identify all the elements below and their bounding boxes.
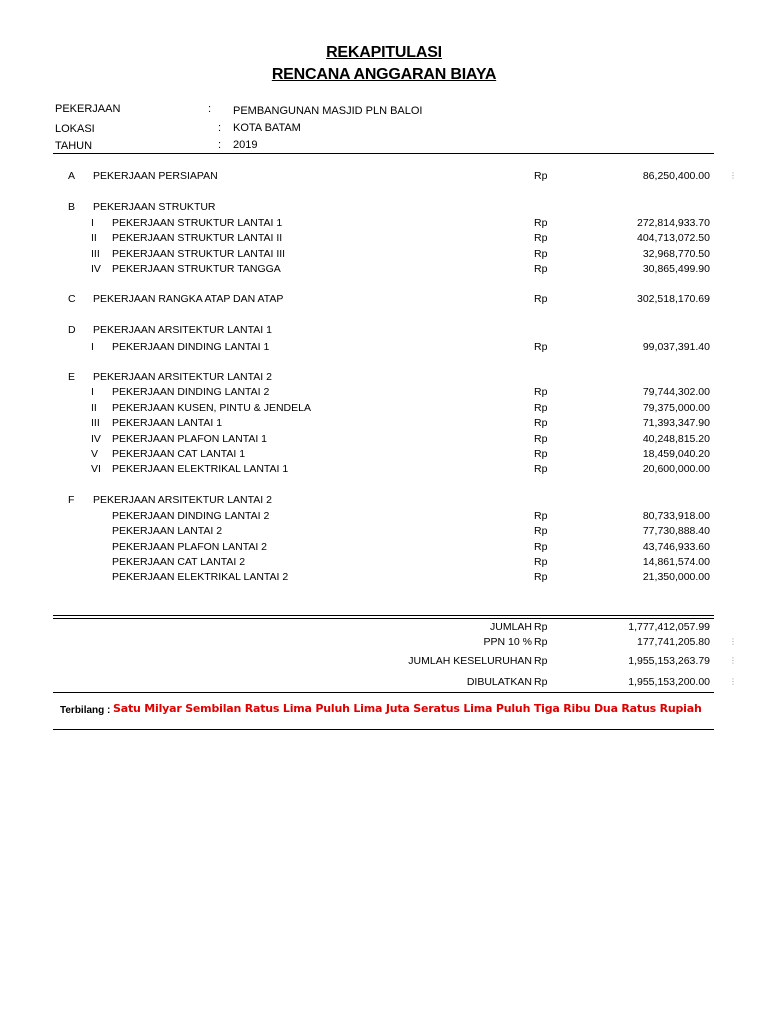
section-code: F bbox=[68, 494, 75, 506]
table-row bbox=[0, 402, 768, 416]
section-code: A bbox=[68, 170, 76, 182]
section-row bbox=[0, 371, 768, 385]
table-row bbox=[0, 463, 768, 477]
currency-label: Rp bbox=[534, 217, 548, 229]
header-divider bbox=[53, 153, 714, 154]
currency-label: Rp bbox=[534, 541, 548, 553]
tahun-colon: : bbox=[218, 139, 222, 151]
table-row bbox=[0, 341, 768, 355]
terbilang-divider-bottom bbox=[53, 729, 714, 730]
terbilang-label: Terbilang : bbox=[60, 705, 111, 716]
table-row bbox=[0, 448, 768, 462]
amount: 40,248,815.20 bbox=[642, 433, 710, 445]
amount: 32,968,770.50 bbox=[642, 248, 710, 260]
summary-divider-bottom bbox=[53, 618, 714, 619]
item-label: PEKERJAAN STRUKTUR LANTAI 1 bbox=[112, 217, 283, 229]
tahun-value: 2019 bbox=[233, 139, 258, 151]
tahun-label: TAHUN bbox=[55, 140, 93, 152]
amount: 404,713,072.50 bbox=[637, 232, 710, 244]
amount: 272,814,933.70 bbox=[637, 217, 710, 229]
table-row bbox=[0, 248, 768, 262]
section-row bbox=[0, 494, 768, 508]
summary-row-ppn bbox=[0, 636, 768, 650]
section-title: PEKERJAAN ARSITEKTUR LANTAI 2 bbox=[93, 494, 272, 506]
currency-label: Rp bbox=[534, 232, 548, 244]
item-label: PEKERJAAN STRUKTUR LANTAI II bbox=[112, 232, 283, 244]
section-code: D bbox=[68, 324, 76, 336]
rounded-label: DIBULATKAN bbox=[466, 676, 532, 688]
item-number: IV bbox=[91, 433, 101, 445]
title-line-2: RENCANA ANGGARAN BIAYA bbox=[271, 66, 497, 83]
section-code: B bbox=[68, 201, 76, 213]
currency-label: Rp bbox=[534, 448, 548, 460]
currency-label: Rp bbox=[534, 263, 548, 275]
currency-label: Rp bbox=[534, 463, 548, 475]
amount: 302,518,170.69 bbox=[637, 293, 710, 305]
currency-label: Rp bbox=[534, 621, 548, 633]
pekerjaan-value: PEMBANGUNAN MASJID PLN BALOI bbox=[233, 105, 423, 117]
currency-label: Rp bbox=[534, 571, 548, 583]
cell-marker-icon: ⋮ bbox=[729, 171, 737, 180]
currency-label: Rp bbox=[534, 676, 548, 688]
item-label: PEKERJAAN LANTAI 2 bbox=[112, 525, 223, 537]
item-label: PEKERJAAN LANTAI 1 bbox=[112, 417, 223, 429]
section-code: E bbox=[68, 371, 76, 383]
amount: 79,744,302.00 bbox=[642, 386, 710, 398]
amount: 14,861,574.00 bbox=[642, 556, 710, 568]
jumlah-amount: 1,777,412,057.99 bbox=[628, 621, 710, 633]
currency-label: Rp bbox=[534, 386, 548, 398]
item-number: III bbox=[91, 417, 100, 429]
currency-label: Rp bbox=[534, 248, 548, 260]
currency-label: Rp bbox=[534, 341, 548, 353]
title-line-1: REKAPITULASI bbox=[326, 44, 442, 61]
section-row bbox=[0, 201, 768, 215]
section-code: C bbox=[68, 293, 76, 305]
section-title: PEKERJAAN STRUKTUR bbox=[93, 201, 216, 213]
ppn-label: PPN 10 % bbox=[483, 636, 532, 648]
table-row bbox=[0, 525, 768, 539]
section-title: PEKERJAAN PERSIAPAN bbox=[93, 170, 218, 182]
item-label: PEKERJAAN STRUKTUR TANGGA bbox=[112, 263, 281, 275]
item-number: IV bbox=[91, 263, 101, 275]
section-row bbox=[0, 324, 768, 338]
pekerjaan-label: PEKERJAAN bbox=[55, 103, 121, 115]
currency-label: Rp bbox=[534, 636, 548, 648]
section-row bbox=[0, 170, 768, 184]
currency-label: Rp bbox=[534, 655, 548, 667]
amount: 21,350,000.00 bbox=[642, 571, 710, 583]
item-label: PEKERJAAN DINDING LANTAI 2 bbox=[112, 510, 270, 522]
amount: 71,393,347.90 bbox=[642, 417, 710, 429]
item-label: PEKERJAAN DINDING LANTAI 1 bbox=[112, 341, 270, 353]
table-row bbox=[0, 417, 768, 431]
table-row bbox=[0, 232, 768, 246]
item-number: II bbox=[91, 232, 97, 244]
item-label: PEKERJAAN KUSEN, PINTU & JENDELA bbox=[112, 402, 311, 414]
amount: 77,730,888.40 bbox=[642, 525, 710, 537]
section-row bbox=[0, 293, 768, 307]
currency-label: Rp bbox=[534, 417, 548, 429]
item-label: PEKERJAAN CAT LANTAI 2 bbox=[112, 556, 246, 568]
item-label: PEKERJAAN ELEKTRIKAL LANTAI 1 bbox=[112, 463, 289, 475]
currency-label: Rp bbox=[534, 293, 548, 305]
lokasi-label: LOKASI bbox=[55, 123, 95, 135]
table-row bbox=[0, 217, 768, 231]
item-label: PEKERJAAN DINDING LANTAI 2 bbox=[112, 386, 270, 398]
table-row bbox=[0, 386, 768, 400]
amount: 20,600,000.00 bbox=[642, 463, 710, 475]
item-number: II bbox=[91, 402, 97, 414]
cell-marker-icon: ⋮ bbox=[729, 637, 737, 646]
table-row bbox=[0, 433, 768, 447]
amount: 43,746,933.60 bbox=[642, 541, 710, 553]
section-title: PEKERJAAN RANGKA ATAP DAN ATAP bbox=[93, 293, 284, 305]
currency-label: Rp bbox=[534, 402, 548, 414]
item-number: V bbox=[91, 448, 99, 460]
rounded-amount: 1,955,153,200.00 bbox=[628, 676, 710, 688]
total-amount: 1,955,153,263.79 bbox=[628, 655, 710, 667]
currency-label: Rp bbox=[534, 170, 548, 182]
amount: 86,250,400.00 bbox=[642, 170, 710, 182]
terbilang-divider-top bbox=[53, 692, 714, 693]
summary-row-jumlah bbox=[0, 621, 768, 635]
amount: 79,375,000.00 bbox=[642, 402, 710, 414]
item-number: I bbox=[91, 341, 94, 353]
item-label: PEKERJAAN ELEKTRIKAL LANTAI 2 bbox=[112, 571, 289, 583]
summary-row-total bbox=[0, 655, 768, 669]
summary-row-rounded bbox=[0, 676, 768, 690]
item-label: PEKERJAAN STRUKTUR LANTAI III bbox=[112, 248, 286, 260]
amount: 99,037,391.40 bbox=[642, 341, 710, 353]
section-title: PEKERJAAN ARSITEKTUR LANTAI 2 bbox=[93, 371, 272, 383]
ppn-amount: 177,741,205.80 bbox=[637, 636, 710, 648]
item-number: VI bbox=[91, 463, 101, 475]
amount: 80,733,918.00 bbox=[642, 510, 710, 522]
summary-divider-top bbox=[53, 615, 714, 616]
currency-label: Rp bbox=[534, 433, 548, 445]
currency-label: Rp bbox=[534, 525, 548, 537]
currency-label: Rp bbox=[534, 556, 548, 568]
table-row bbox=[0, 571, 768, 585]
pekerjaan-colon: : bbox=[208, 103, 212, 115]
item-number: I bbox=[91, 386, 94, 398]
table-row bbox=[0, 263, 768, 277]
amount: 18,459,040.20 bbox=[642, 448, 710, 460]
cell-marker-icon: ⋮ bbox=[729, 677, 737, 686]
section-title: PEKERJAAN ARSITEKTUR LANTAI 1 bbox=[93, 324, 272, 336]
item-label: PEKERJAAN PLAFON LANTAI 1 bbox=[112, 433, 268, 445]
currency-label: Rp bbox=[534, 510, 548, 522]
terbilang-value: Satu Milyar Sembilan Ratus Lima Puluh Lima Juta Seratus Lima Puluh Tiga Ribu Dua Ratus Rupiah bbox=[113, 702, 702, 715]
item-label: PEKERJAAN PLAFON LANTAI 2 bbox=[112, 541, 268, 553]
lokasi-colon: : bbox=[218, 122, 222, 134]
table-row bbox=[0, 510, 768, 524]
item-number: III bbox=[91, 248, 100, 260]
lokasi-value: KOTA BATAM bbox=[233, 122, 301, 134]
item-label: PEKERJAAN CAT LANTAI 1 bbox=[112, 448, 246, 460]
total-label: JUMLAH KESELURUHAN bbox=[408, 655, 532, 667]
cell-marker-icon: ⋮ bbox=[729, 656, 737, 665]
item-number: I bbox=[91, 217, 94, 229]
table-row bbox=[0, 541, 768, 555]
jumlah-label: JUMLAH bbox=[489, 621, 532, 633]
table-row bbox=[0, 556, 768, 570]
amount: 30,865,499.90 bbox=[642, 263, 710, 275]
